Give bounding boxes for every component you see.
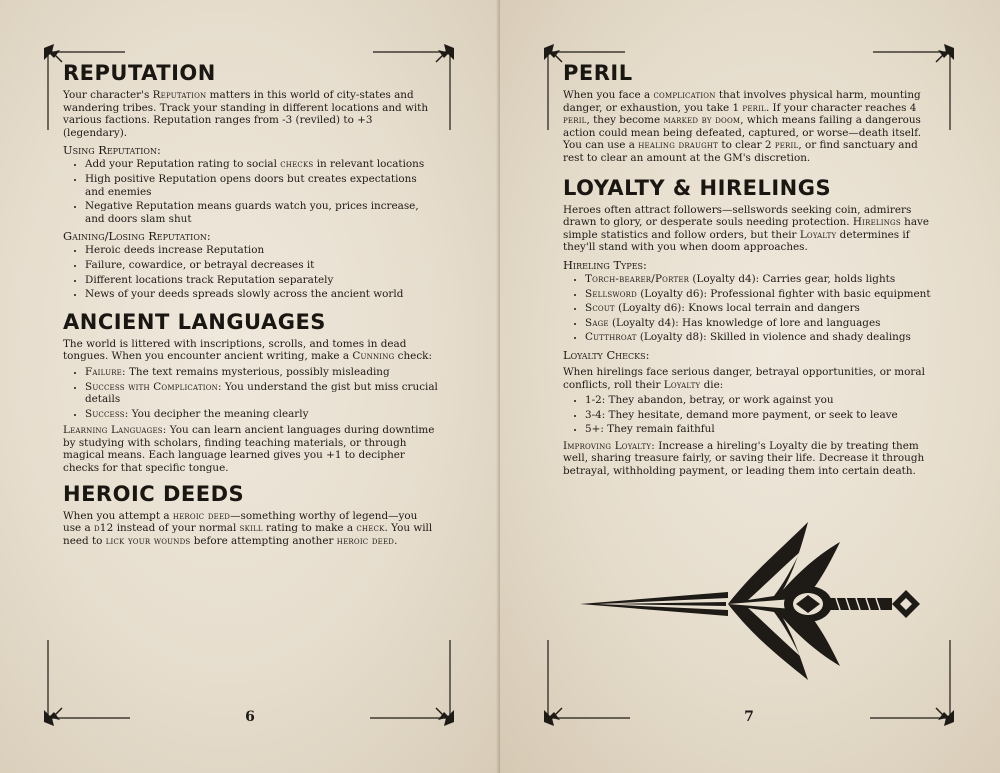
corner-ornament-bottom-right-icon	[365, 638, 460, 730]
list-item: • Success: You decipher the meaning clearly	[85, 408, 438, 421]
corner-ornament-bottom-left-icon	[40, 638, 135, 730]
loyalty-roll-list	[563, 394, 938, 436]
right-page-content	[563, 60, 938, 478]
peril-paragraph: When you face a complication that involves physical harm, mounting danger, or exhaustion, you take 1 peril. If your character reaches 4 peril, they become marked by doom, which means failing a dangerous action could mean being defeated, captured, or worse—death itself. You can use a healing draught to clear 2 peril, or find sanctuary and rest to clear an amount at the GM's discretion.	[563, 89, 922, 164]
gaining-reputation-list	[63, 244, 438, 300]
list-item: • Success with Complication: You understand the gist but miss crucial details	[85, 381, 438, 406]
loyalty-intro: Heroes often attract followers—sellswords seeking coin, admirers drawn to glory, or desperate souls needing protection. Hirelings have simple statistics and follow orders, but their Loyalty determines if they'll stand with you when doom approaches.	[563, 203, 930, 254]
section-title-peril: PERIL	[563, 61, 633, 85]
list-item: • Cutthroat (Loyalty d8): Skilled in violence and shady dealings	[585, 331, 938, 344]
right-page	[500, 0, 1000, 773]
page-number: 6	[245, 709, 255, 725]
list-item: • 5+: They remain faithful	[585, 423, 938, 436]
subheading-hireling-types: Hireling Types:	[563, 257, 647, 272]
list-item: • Failure, cowardice, or betrayal decreases it	[85, 259, 438, 272]
ornate-sword-illustration-icon	[578, 512, 923, 682]
list-item: • Failure: The text remains mysterious, possibly misleading	[85, 366, 438, 379]
list-item: • Negative Reputation means guards watch you, prices increase, and doors slam shut	[85, 200, 438, 225]
learning-languages-paragraph: Learning Languages: You can learn ancient languages during downtime by studying with scholars, finding teaching materials, or through magical means. Each language learned gives you +1 to decipher checks for that specific tongue.	[63, 424, 435, 475]
subheading-gaining-losing-reputation: Gaining/Losing Reputation:	[63, 229, 211, 244]
section-title-loyalty-hirelings: LOYALTY & HIRELINGS	[563, 175, 832, 200]
list-item: • Scout (Loyalty d6): Knows local terrain and dangers	[585, 302, 938, 315]
heroic-deeds-paragraph: When you attempt a heroic deed—something worthy of legend—you use a d12 instead of your normal skill rating to make a check. You will need to lick your wounds before attempting another heroic deed.	[63, 509, 433, 547]
reputation-intro: Your character's Reputation matters in this world of city-states and wandering tribes. Track your standing in different locations and with various factions. Reputation ranges from -3 (reviled) to +3 (legendary).	[63, 89, 429, 139]
section-title-heroic-deeds: HEROIC DEEDS	[63, 481, 245, 506]
list-item: • Sellsword (Loyalty d6): Professional fighter with basic equipment	[585, 288, 938, 301]
loyalty-checks-paragraph: When hirelings face serious danger, betrayal opportunities, or moral conflicts, roll their Loyalty die:	[563, 365, 925, 391]
list-item: • Heroic deeds increase Reputation	[85, 244, 438, 257]
list-item: • Add your Reputation rating to social checks in relevant locations	[85, 158, 438, 171]
list-item: • Different locations track Reputation separately	[85, 274, 438, 287]
left-page-content	[63, 60, 438, 547]
page-number: 7	[744, 709, 754, 725]
hireling-types-list	[563, 273, 938, 344]
list-item: • News of your deeds spreads slowly across the ancient world	[85, 288, 438, 301]
languages-outcome-list	[63, 366, 438, 420]
list-item: • High positive Reputation opens doors but creates expectations and enemies	[85, 173, 438, 198]
subheading-using-reputation: Using Reputation:	[63, 143, 161, 158]
improving-loyalty-paragraph: Improving Loyalty: Increase a hireling's Loyalty die by treating them well, sharing treasure fairly, or saving their life. Decrease it through betrayal, withholding payment, or leading them into certain death.	[563, 439, 925, 478]
subheading-loyalty-checks: Loyalty Checks:	[563, 347, 650, 362]
list-item: • 1-2: They abandon, betray, or work against you	[585, 394, 938, 407]
section-title-reputation: REPUTATION	[63, 61, 216, 85]
list-item: • Sage (Loyalty d4): Has knowledge of lore and languages	[585, 317, 938, 330]
list-item: • Torch-bearer/Porter (Loyalty d4): Carries gear, holds lights	[585, 273, 938, 286]
list-item: • 3-4: They hesitate, demand more payment, or seek to leave	[585, 409, 938, 422]
using-reputation-list	[63, 158, 438, 225]
section-title-ancient-languages: ANCIENT LANGUAGES	[63, 309, 326, 334]
languages-intro: The world is littered with inscriptions, scrolls, and tomes in dead tongues. When you encounter ancient writing, make a Cunning check:	[63, 337, 432, 363]
